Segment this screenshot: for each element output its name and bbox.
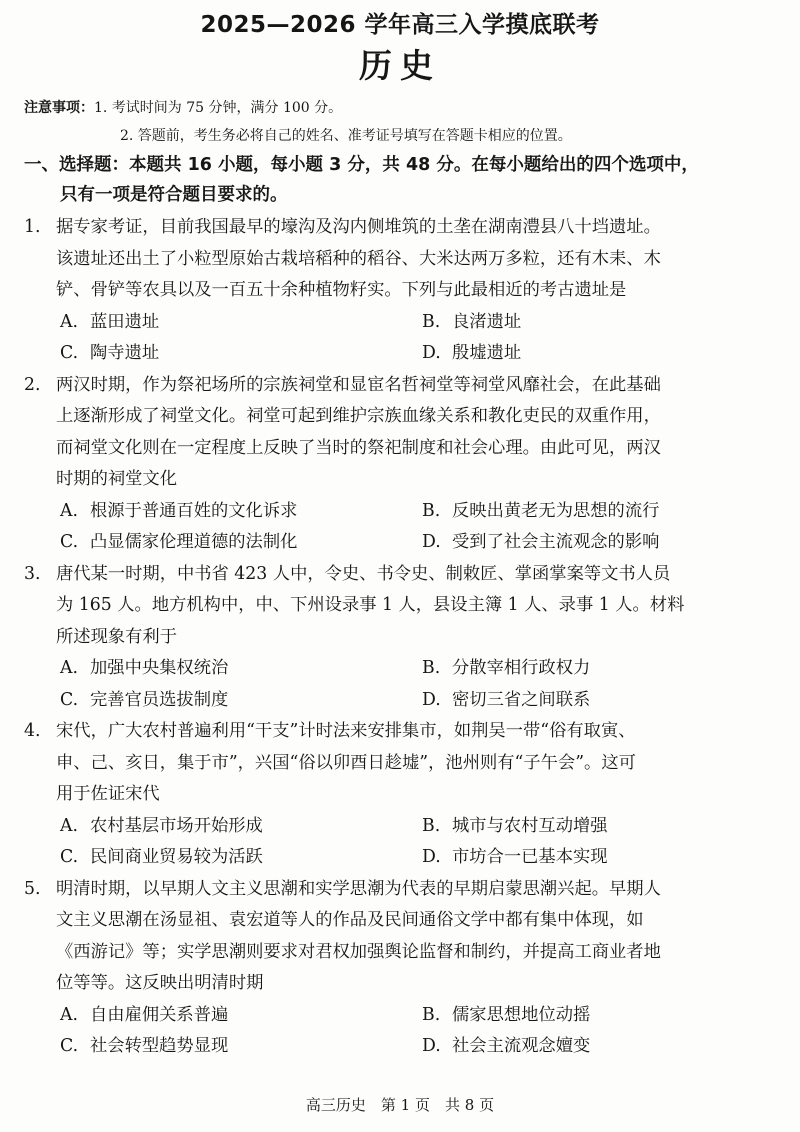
option-b (422, 811, 784, 843)
option-text: 社会主流观念嬗变 (452, 1036, 591, 1056)
option-letter: C. (60, 343, 79, 363)
option-a (60, 1000, 422, 1032)
option-text: 凸显儒家伦理道德的法制化 (90, 532, 298, 552)
option-text: 分散宰相行政权力 (452, 658, 591, 678)
question-stem-text: 唐代某一时期，中书省 423 人中，令史、书令史、制敕匠、掌函掌案等文书人员 (56, 563, 671, 584)
question-stem-line: 该遗址还出土了小粒型原始古栽培稻种的稻谷、大米达两万多粒，还有木耒、木 (56, 248, 661, 269)
option-d (422, 685, 784, 717)
question-stem-line: 位等等。这反映出明清时期 (56, 973, 264, 993)
question-stem-line (24, 212, 784, 244)
exam-title: 2025—2026 学年高三入学摸底联考 (200, 12, 600, 38)
question-2 (24, 370, 784, 559)
option-c (60, 1031, 422, 1063)
option-a (60, 307, 422, 339)
question-number: 3. (24, 563, 41, 584)
option-c (60, 685, 422, 717)
option-a (60, 811, 422, 843)
option-letter: C. (60, 847, 79, 867)
option-text: 陶寺遗址 (90, 343, 160, 363)
option-d (422, 338, 784, 370)
question-stem-line: 申、己、亥日，集于市”，兴国“俗以卯酉日趁墟”，池州则有“子午会”。这可 (56, 752, 636, 773)
page-footer: 高三历史 第 1 页 共 8 页 (305, 1096, 495, 1114)
option-letter: A. (60, 1004, 78, 1025)
question-5 (24, 874, 784, 1063)
question-stem-text: 两汉时期，作为祭祀场所的宗族祠堂和显宦名哲祠堂等祠堂风靡社会，在此基础 (56, 374, 661, 395)
option-text: 反映出黄老无为思想的流行 (452, 500, 660, 521)
question-3 (24, 559, 784, 717)
option-letter: C. (60, 689, 79, 710)
section-heading (24, 150, 784, 210)
option-b (422, 496, 784, 528)
option-letter: B. (422, 1004, 441, 1025)
question-stem-line: 用于佐证宋代 (56, 784, 160, 804)
question-stem-text: 宋代，广大农村普遍利用“干支”计时法来安排集市，如荆吴一带“俗有取寅、 (56, 721, 636, 741)
option-letter: B. (422, 311, 441, 332)
option-text: 加强中央集权统治 (90, 658, 229, 678)
option-letter: A. (60, 311, 78, 332)
question-stem-line: 文主义思潮在汤显祖、袁宏道等人的作品及民间通俗文学中都有集中体现，如 (56, 910, 644, 930)
option-b (422, 307, 784, 339)
option-text: 民间商业贸易较为活跃 (90, 847, 263, 867)
note-line-1 (24, 94, 784, 122)
option-letter: A. (60, 815, 78, 836)
question-4 (24, 716, 784, 874)
option-letter: B. (422, 658, 441, 678)
option-a (60, 653, 422, 685)
option-letter: D. (422, 1036, 441, 1056)
section-heading-line-1: 一、选择题：本题共 16 小题，每小题 3 分，共 48 分。在每小题给出的四个选项中， (24, 155, 699, 175)
section-heading-line-2: 只有一项是符合题目要求的。 (60, 185, 288, 205)
option-c (60, 338, 422, 370)
question-stem-line: 《西游记》等；实学思潮则要求对君权加强舆论监督和制约，并提高工商业者地 (56, 941, 661, 962)
option-text: 密切三省之间联系 (452, 689, 591, 710)
option-d (422, 527, 784, 559)
question-stem-line: 时期的祠堂文化 (56, 469, 177, 489)
option-letter: B. (422, 815, 441, 836)
option-letter: A. (60, 500, 78, 521)
question-stem-text: 据专家考证，目前我国最早的壕沟及沟内侧堆筑的土垄在湖南澧县八十垱遗址。 (56, 217, 661, 237)
note-item-2: 2. 答题前，考生务必将自己的姓名、准考证号填写在答题卡相应的位置。 (120, 128, 572, 144)
question-stem-line (24, 716, 784, 748)
question-stem-line: 铲、骨铲等农具以及一百五十余种植物籽实。下列与此最相近的考古遗址是 (56, 280, 627, 300)
question-list (24, 212, 784, 1063)
option-text: 社会转型趋势显现 (90, 1036, 229, 1056)
option-c (60, 527, 422, 559)
option-text: 蓝田遗址 (90, 311, 160, 332)
question-stem-line (24, 370, 784, 402)
option-b (422, 653, 784, 685)
option-letter: C. (60, 1036, 79, 1056)
option-letter: D. (422, 847, 441, 867)
option-letter: D. (422, 532, 441, 552)
question-stem-line (24, 874, 784, 906)
option-a (60, 496, 422, 528)
question-stem-line: 而祠堂文化则在一定程度上反映了当时的祭祀制度和社会心理。由此可见，两汉 (56, 437, 661, 458)
option-text: 农村基层市场开始形成 (90, 815, 263, 836)
question-stem-line: 所述现象有利于 (56, 626, 177, 647)
option-text: 完善官员选拔制度 (90, 689, 229, 710)
subject-title: 历史 (359, 46, 441, 85)
question-number: 2. (24, 374, 41, 395)
option-text: 根源于普通百姓的文化诉求 (90, 500, 298, 521)
option-list (24, 496, 784, 559)
option-letter: D. (422, 689, 441, 710)
option-text: 城市与农村互动增强 (452, 815, 608, 836)
option-text: 儒家思想地位动摇 (452, 1004, 591, 1025)
option-letter: D. (422, 343, 441, 363)
option-text: 受到了社会主流观念的影响 (452, 532, 660, 552)
option-list (24, 653, 784, 716)
question-stem-text: 明清时期，以早期人文主义思潮和实学思潮为代表的早期启蒙思潮兴起。早期人 (56, 878, 661, 899)
question-number: 5. (24, 878, 41, 899)
note-item-1: 1. 考试时间为 75 分钟，满分 100 分。 (94, 100, 343, 116)
question-number: 1. (24, 217, 41, 237)
question-stem-line (24, 559, 784, 591)
option-letter: A. (60, 658, 78, 678)
option-text: 自由雇佣关系普遍 (90, 1004, 229, 1025)
notes-label: 注意事项： (24, 100, 94, 116)
option-text: 殷墟遗址 (452, 343, 522, 363)
option-b (422, 1000, 784, 1032)
option-letter: C. (60, 532, 79, 552)
question-stem-line: 为 165 人。地方机构中，中、下州设录事 1 人，县设主簿 1 人、录事 1 人。材料 (56, 595, 685, 615)
option-d (422, 1031, 784, 1063)
option-c (60, 842, 422, 874)
exam-notes (24, 94, 784, 150)
option-text: 良渚遗址 (452, 311, 522, 332)
question-number: 4. (24, 721, 41, 741)
question-stem-line: 上逐渐形成了祠堂文化。祠堂可起到维护宗族血缘关系和教化吏民的双重作用， (56, 406, 661, 426)
option-text: 市坊合一已基本实现 (452, 847, 608, 867)
option-list (24, 811, 784, 874)
option-d (422, 842, 784, 874)
option-list (24, 1000, 784, 1063)
question-1 (24, 212, 784, 370)
option-list (24, 307, 784, 370)
option-letter: B. (422, 500, 441, 521)
